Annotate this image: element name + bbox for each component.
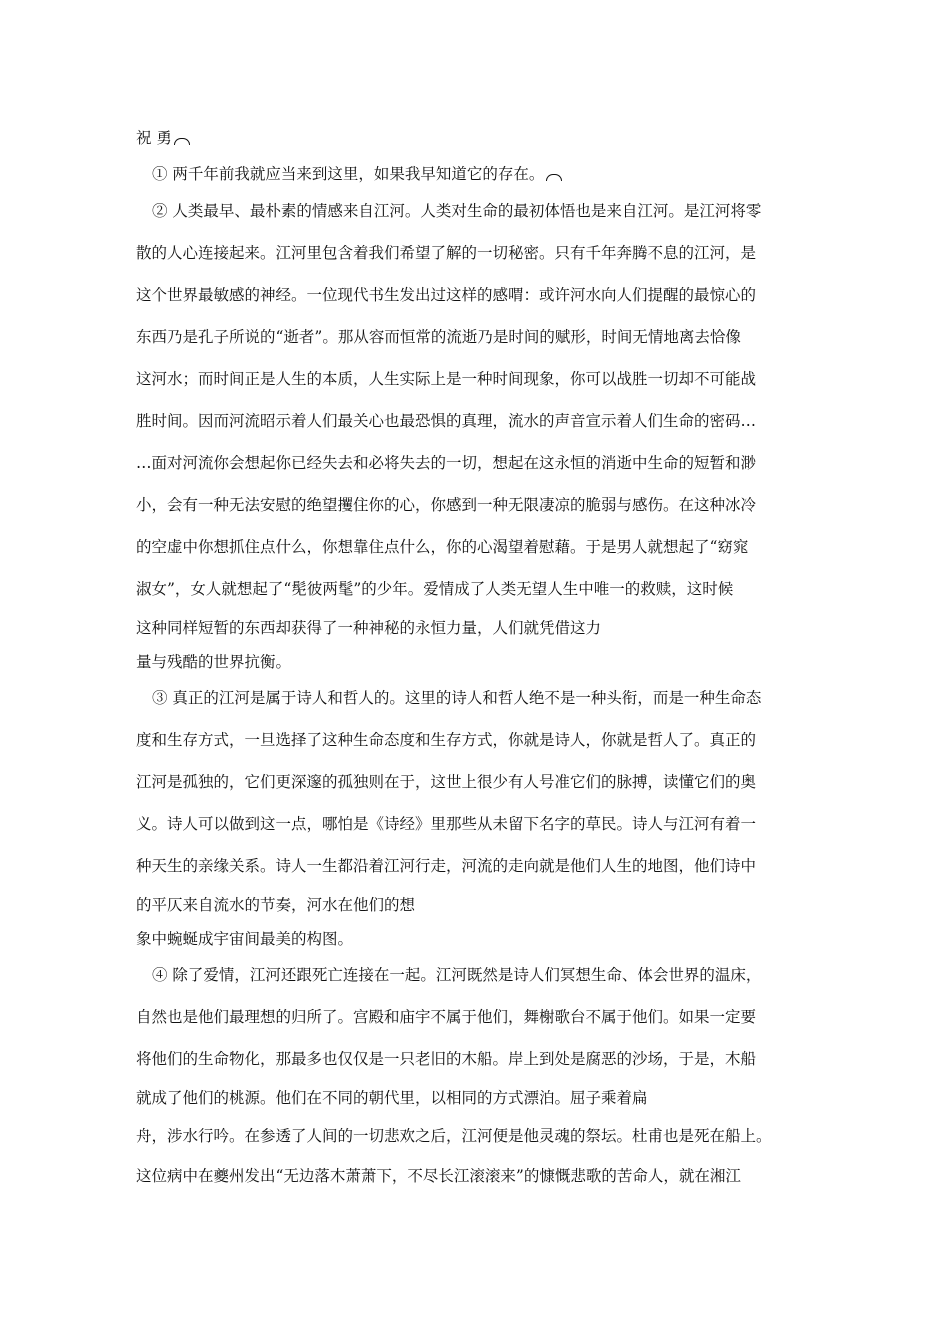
paragraph-1-line: [152, 164, 562, 184]
text-line: ③ 真正的江河是属于诗人和哲人的。这里的诗人和哲人绝不是一种头衔，而是一种生命态: [152, 689, 762, 707]
text-line: 舟，涉水行吟。在参透了人间的一切悲欢之后，江河便是他灵魂的祭坛。杜甫也是死在船上。: [136, 1127, 772, 1145]
text-line: 的平仄来自流水的节奏，河水在他们的想: [136, 896, 416, 914]
edit-mark-icon: [546, 174, 562, 181]
text-line: 这河水；而时间正是人生的本质，人生实际上是一种时间现象，你可以战胜一切却不可能战: [136, 370, 757, 388]
author-line: [136, 128, 190, 148]
text-line: 东西乃是孔子所说的“逝者”。那从容而恒常的流逝乃是时间的赋形，时间无情地离去恰像: [136, 328, 741, 346]
text-line: 这位病中在夔州发出“无边落木萧萧下，不尽长江滚滚来”的慷慨悲歌的苦命人，就在湘江: [136, 1167, 741, 1185]
text-line: 量与残酷的世界抗衡。: [136, 653, 292, 671]
text-line: 就成了他们的桃源。他们在不同的朝代里，以相同的方式漂泊。屈子乘着扁: [136, 1089, 648, 1107]
text-line: 自然也是他们最理想的归所了。宫殿和庙宇不属于他们，舞榭歌台不属于他们。如果一定要: [136, 1008, 757, 1026]
text-line: 象中蜿蜒成宇宙间最美的构图。: [136, 930, 354, 948]
text-line: 小，会有一种无法安慰的绝望攫住你的心，你感到一种无限凄凉的脆弱与感伤。在这种冰冷: [136, 496, 757, 514]
edit-mark-icon: [174, 138, 190, 145]
text-line: ② 人类最早、最朴素的情感来自江河。人类对生命的最初体悟也是来自江河。是江河将零: [152, 202, 762, 220]
text-line: …面对河流你会想起你已经失去和必将失去的一切，想起在这永恒的消逝中生命的短暂和渺: [136, 454, 757, 472]
text-line: 淑女”，女人就想起了“髧彼两髦”的少年。爱情成了人类无望人生中唯一的救赎，这时候: [136, 580, 734, 598]
text-line: 这种同样短暂的东西却获得了一种神秘的永恒力量，人们就凭借这力: [136, 619, 602, 637]
text-line: 胜时间。因而河流昭示着人们最关心也最恐惧的真理，流水的声音宣示着人们生命的密码…: [136, 412, 757, 430]
text-line: 将他们的生命物化，那最多也仅仅是一只老旧的木船。岸上到处是腐恶的沙场，于是，木船: [136, 1050, 757, 1068]
text-line: ④ 除了爱情，江河还跟死亡连接在一起。江河既然是诗人们冥想生命、体会世界的温床，: [152, 966, 762, 984]
text-line: 江河是孤独的，它们更深邃的孤独则在于，这世上很少有人号准它们的脉搏，读懂它们的奥: [136, 773, 757, 791]
text-line: 的空虚中你想抓住点什么，你想靠住点什么，你的心渴望着慰藉。于是男人就想起了“窈窕: [136, 538, 749, 556]
text-line: 这个世界最敏感的神经。一位现代书生发出过这样的感喟：或许河水向人们提醒的最惊心的: [136, 286, 757, 304]
text-line: ① 两千年前我就应当来到这里，如果我早知道它的存在。: [152, 165, 545, 183]
text-line: 种天生的亲缘关系。诗人一生都沿着江河行走，河流的走向就是他们人生的地图，他们诗中: [136, 857, 757, 875]
text-line: 度和生存方式，一旦选择了这种生命态度和生存方式，你就是诗人，你就是哲人了。真正的: [136, 731, 757, 749]
text-line: 义。诗人可以做到这一点，哪怕是《诗经》里那些从未留下名字的草民。诗人与江河有着一: [136, 815, 757, 833]
author-name: 祝 勇: [136, 129, 172, 147]
text-line: 散的人心连接起来。江河里包含着我们希望了解的一切秘密。只有千年奔腾不息的江河，是: [136, 244, 757, 262]
